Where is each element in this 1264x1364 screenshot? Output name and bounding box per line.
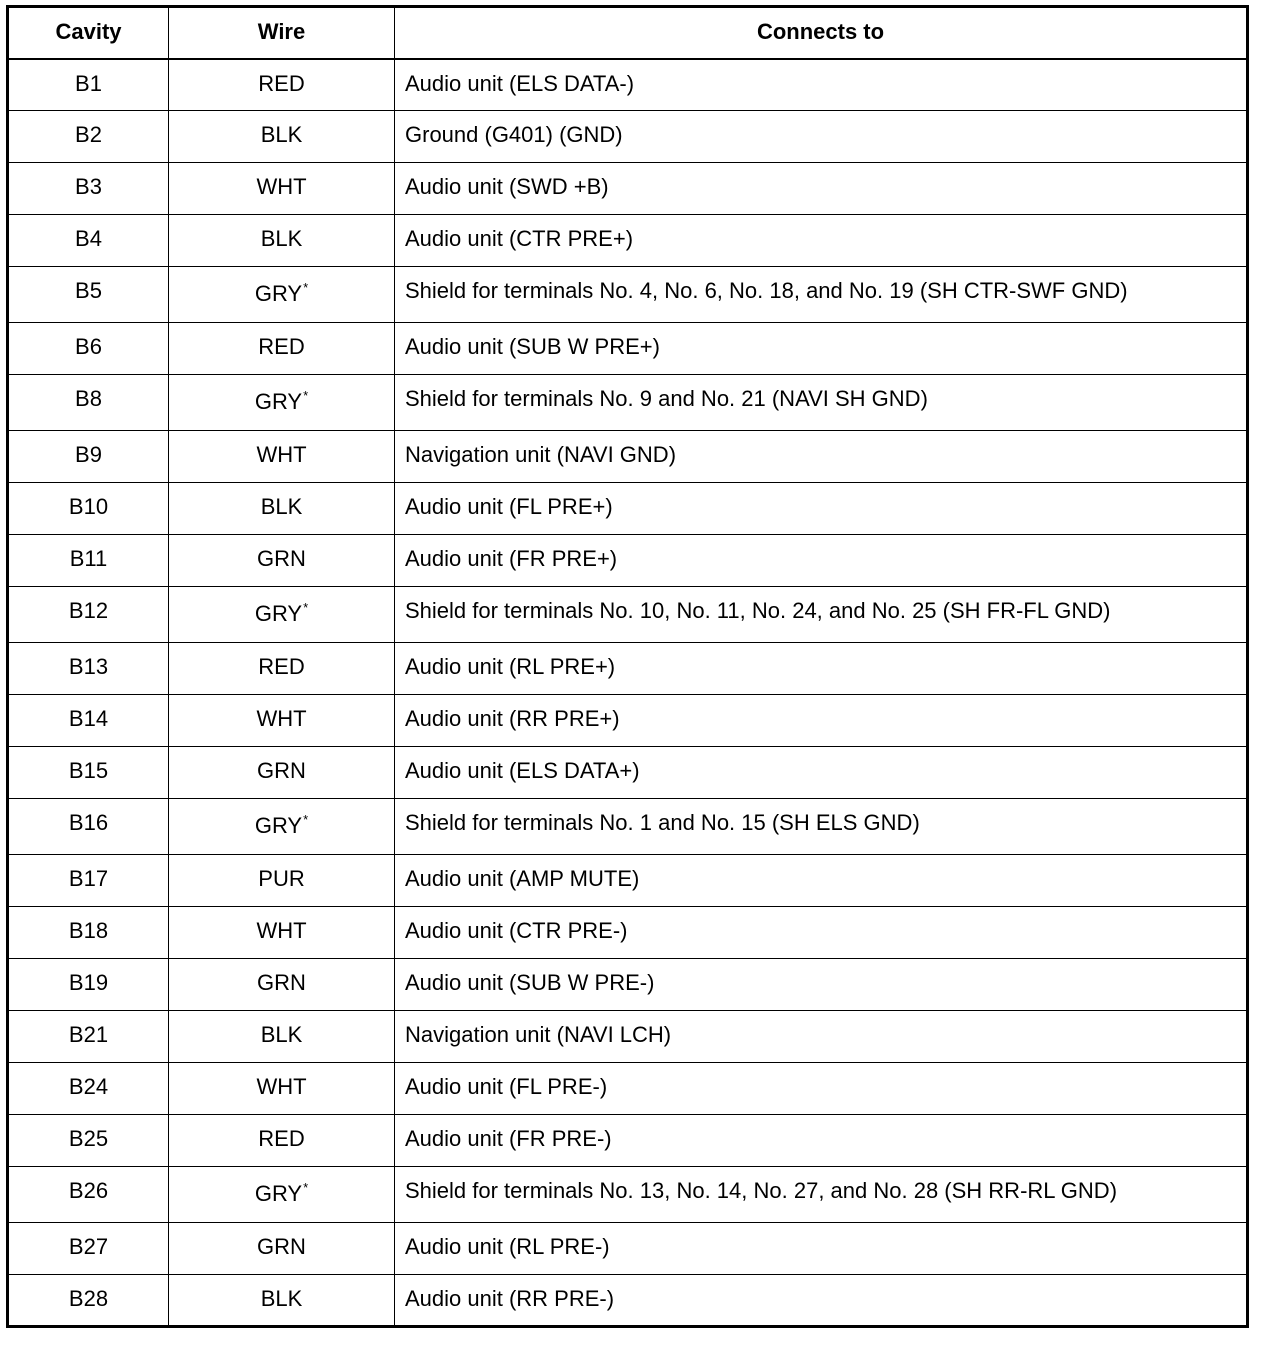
connects-to-cell: Shield for terminals No. 9 and No. 21 (NAVI SH GND) (395, 375, 1248, 431)
table-row (8, 431, 1248, 483)
table-row (8, 1275, 1248, 1327)
wire-color: WHT (256, 174, 307, 199)
cavity-cell: B14 (8, 695, 169, 747)
cavity-cell: B11 (8, 535, 169, 587)
connects-to-cell: Audio unit (RL PRE+) (395, 643, 1248, 695)
table-row (8, 1063, 1248, 1115)
wire-cell (169, 695, 395, 747)
cavity-cell: B2 (8, 111, 169, 163)
wire-cell (169, 1011, 395, 1063)
connects-to-cell: Audio unit (FR PRE+) (395, 535, 1248, 587)
wire-color: RED (258, 334, 305, 359)
wire-color: GRY (254, 813, 303, 838)
connects-to-cell: Shield for terminals No. 10, No. 11, No. 24, and No. 25 (SH FR-FL GND) (395, 587, 1248, 643)
wire-color: BLK (260, 494, 303, 519)
table-row (8, 587, 1248, 643)
cavity-cell: B26 (8, 1167, 169, 1223)
connects-to-cell: Audio unit (AMP MUTE) (395, 855, 1248, 907)
table-row (8, 1011, 1248, 1063)
connects-to-cell: Shield for terminals No. 4, No. 6, No. 18, and No. 19 (SH CTR-SWF GND) (395, 267, 1248, 323)
table-row (8, 1167, 1248, 1223)
cavity-cell: B16 (8, 799, 169, 855)
connects-to-cell: Navigation unit (NAVI LCH) (395, 1011, 1248, 1063)
wire-cell (169, 163, 395, 215)
connects-to-cell: Audio unit (SWD +B) (395, 163, 1248, 215)
footnote-mark: * (303, 600, 309, 615)
footnote-mark: * (303, 1180, 309, 1195)
wire-color: BLK (260, 226, 303, 251)
table-row (8, 747, 1248, 799)
cavity-cell: B24 (8, 1063, 169, 1115)
wire-cell (169, 1275, 395, 1327)
wire-cell (169, 215, 395, 267)
table-row (8, 375, 1248, 431)
table-row (8, 111, 1248, 163)
cavity-cell: B1 (8, 59, 169, 111)
wire-color: RED (258, 1126, 305, 1151)
wire-color: GRN (257, 546, 306, 571)
wire-cell (169, 375, 395, 431)
connects-to-cell: Audio unit (CTR PRE-) (395, 907, 1248, 959)
cavity-cell: B18 (8, 907, 169, 959)
cavity-cell: B6 (8, 323, 169, 375)
cavity-cell: B13 (8, 643, 169, 695)
wire-cell (169, 535, 395, 587)
cavity-cell: B12 (8, 587, 169, 643)
wire-cell (169, 1223, 395, 1275)
table-row (8, 163, 1248, 215)
wire-color: WHT (256, 1074, 307, 1099)
connects-to-cell: Audio unit (CTR PRE+) (395, 215, 1248, 267)
header-row (8, 7, 1248, 59)
footnote-mark: * (303, 812, 309, 827)
wire-color: WHT (256, 442, 307, 467)
connects-to-cell: Audio unit (RR PRE+) (395, 695, 1248, 747)
wire-color: BLK (260, 1022, 303, 1047)
header-cavity: Cavity (8, 7, 169, 59)
header-connects-to: Connects to (395, 7, 1248, 59)
table-header (8, 7, 1248, 59)
connects-to-cell: Audio unit (RR PRE-) (395, 1275, 1248, 1327)
table-row (8, 215, 1248, 267)
wire-cell (169, 747, 395, 799)
wire-color: RED (258, 654, 305, 679)
wire-color: GRN (257, 758, 306, 783)
wire-cell (169, 799, 395, 855)
cavity-cell: B3 (8, 163, 169, 215)
wire-cell (169, 643, 395, 695)
connects-to-cell: Audio unit (SUB W PRE-) (395, 959, 1248, 1011)
cavity-cell: B10 (8, 483, 169, 535)
wire-color: GRY (254, 1181, 303, 1206)
table-row (8, 959, 1248, 1011)
table-row (8, 59, 1248, 111)
table-row (8, 267, 1248, 323)
table-row (8, 695, 1248, 747)
connects-to-cell: Shield for terminals No. 1 and No. 15 (SH ELS GND) (395, 799, 1248, 855)
footnote-mark: * (303, 388, 309, 403)
cavity-cell: B25 (8, 1115, 169, 1167)
connects-to-cell: Shield for terminals No. 13, No. 14, No. 27, and No. 28 (SH RR-RL GND) (395, 1167, 1248, 1223)
table-body (8, 59, 1248, 1327)
connects-to-cell: Audio unit (FL PRE+) (395, 483, 1248, 535)
table-row (8, 643, 1248, 695)
wire-cell (169, 111, 395, 163)
wire-color: GRY (254, 389, 303, 414)
wire-color: WHT (256, 918, 307, 943)
wire-cell (169, 959, 395, 1011)
wire-cell (169, 483, 395, 535)
cavity-cell: B17 (8, 855, 169, 907)
cavity-cell: B9 (8, 431, 169, 483)
wire-color: PUR (258, 866, 305, 891)
table-row (8, 1115, 1248, 1167)
wire-cell (169, 267, 395, 323)
footnote-mark: * (303, 280, 309, 295)
wire-cell (169, 907, 395, 959)
header-wire: Wire (169, 7, 395, 59)
connects-to-cell: Audio unit (ELS DATA+) (395, 747, 1248, 799)
wire-cell (169, 431, 395, 483)
wire-color: WHT (256, 706, 307, 731)
wire-color: GRY (254, 601, 303, 626)
cavity-cell: B27 (8, 1223, 169, 1275)
cavity-cell: B21 (8, 1011, 169, 1063)
cavity-cell: B4 (8, 215, 169, 267)
table-row (8, 483, 1248, 535)
wire-cell (169, 1167, 395, 1223)
connects-to-cell: Ground (G401) (GND) (395, 111, 1248, 163)
connects-to-cell: Audio unit (RL PRE-) (395, 1223, 1248, 1275)
wire-color: BLK (260, 122, 303, 147)
table-row (8, 535, 1248, 587)
connector-pinout-table (6, 5, 1249, 1328)
wire-cell (169, 59, 395, 111)
wire-color: GRY (254, 281, 303, 306)
wire-color: GRN (257, 1234, 306, 1259)
cavity-cell: B28 (8, 1275, 169, 1327)
wire-cell (169, 1063, 395, 1115)
connects-to-cell: Audio unit (FR PRE-) (395, 1115, 1248, 1167)
wire-cell (169, 587, 395, 643)
wire-cell (169, 855, 395, 907)
wire-color: GRN (257, 970, 306, 995)
wire-cell (169, 1115, 395, 1167)
cavity-cell: B5 (8, 267, 169, 323)
cavity-cell: B19 (8, 959, 169, 1011)
table-row (8, 323, 1248, 375)
cavity-cell: B8 (8, 375, 169, 431)
connects-to-cell: Audio unit (ELS DATA-) (395, 59, 1248, 111)
wire-color: BLK (260, 1286, 303, 1311)
table-row (8, 799, 1248, 855)
table-row (8, 907, 1248, 959)
wire-color: RED (258, 70, 305, 96)
wire-cell (169, 323, 395, 375)
connects-to-cell: Audio unit (SUB W PRE+) (395, 323, 1248, 375)
cavity-cell: B15 (8, 747, 169, 799)
connects-to-cell: Navigation unit (NAVI GND) (395, 431, 1248, 483)
connects-to-cell: Audio unit (FL PRE-) (395, 1063, 1248, 1115)
table-row (8, 855, 1248, 907)
table-row (8, 1223, 1248, 1275)
